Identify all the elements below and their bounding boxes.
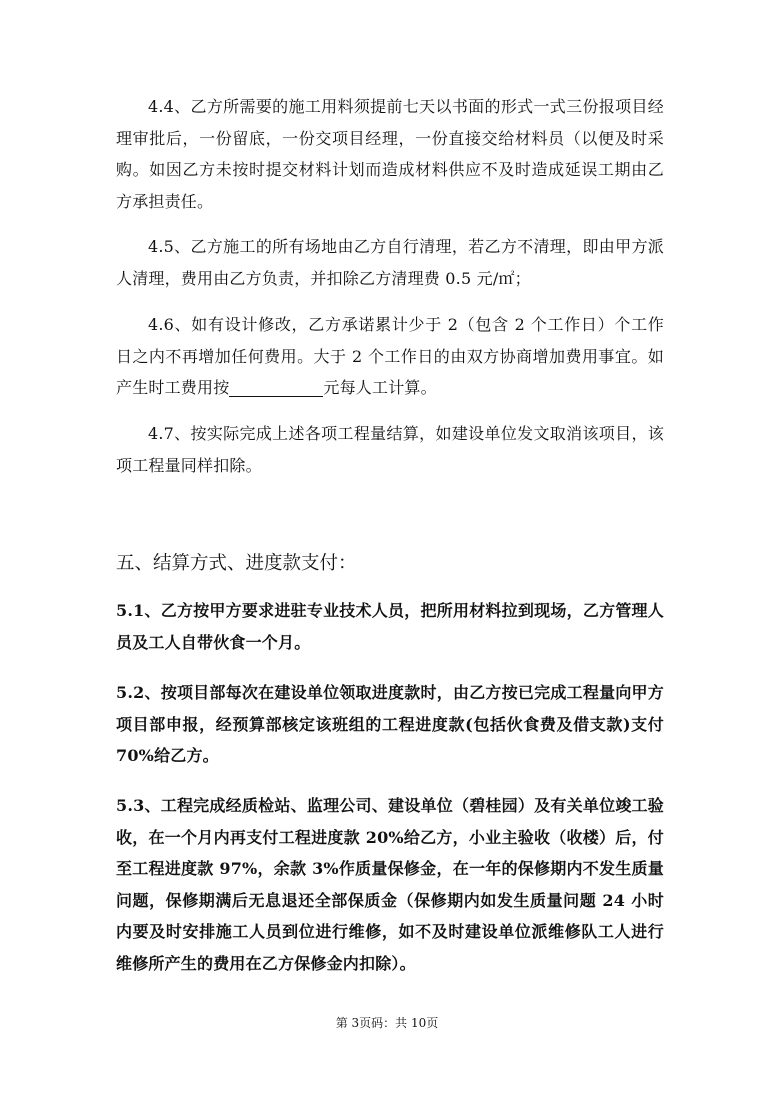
- clause-4-4: 4.4、乙方所需要的施工用料须提前七天以书面的形式一式三份报项目经理审批后，一份留底，一份交项目经理，一份直接交给材料员（以便及时采购。如因乙方未按时提交材料计划而造成材料供应不及时造成延误工期由乙方承担责任。: [116, 97, 664, 211]
- clause-5-2: 5.2、按项目部每次在建设单位领取进度款时，由乙方按已完成工程量向甲方项目部申报，经预算部核定该班组的工程进度款(包括伙食费及借支款)支付 70%给乙方。: [116, 683, 664, 765]
- clause-4-6: [116, 309, 664, 404]
- section-5-heading: 五、结算方式、进度款支付：: [116, 553, 357, 574]
- clause-5-3: 5.3、工程完成经质检站、监理公司、建设单位（碧桂园）及有关单位竣工验收，在一个月内再支付工程进度款 20%给乙方，小业主验收（收楼）后，付至工程进度款 97%，余款 3%作质量保修金，在一年的保修期内不发生质量问题，保修期满后无息退还全部保质金（保修期内如发生质量问题 24 小时内要及时安排施工人员到位进行维修，如不及时建设单位派维修队工人进行维修所产生的费用在乙方保修金内扣除）。: [116, 796, 664, 973]
- fill-in-blank: [229, 378, 323, 397]
- clause-4-6-tail: 元每人工计算。: [323, 378, 437, 397]
- clause-4-7: 4.7、按实际完成上述各项工程量结算，如建设单位发文取消该项目，该项工程量同样扣除。: [116, 424, 664, 475]
- clause-4-5: 4.5、乙方施工的所有场地由乙方自行清理，若乙方不清理，即由甲方派人清理，费用由乙方负责，并扣除乙方清理费 0.5 元/㎡；: [116, 237, 664, 288]
- clause-4-6-text: 4.6、如有设计修改，乙方承诺累计少于 2（包含 2 个工作日）个工作日之内不再增加任何费用。大于 2 个工作日的由双方协商增加费用事宜。如产生时工费用按: [116, 315, 664, 397]
- clause-5-1: 5.1、乙方按甲方要求进驻专业技术人员，把所用材料拉到现场，乙方管理人员及工人自带伙食一个月。: [116, 601, 664, 652]
- page-number-footer: 第 3页码：共 10页: [335, 1016, 439, 1030]
